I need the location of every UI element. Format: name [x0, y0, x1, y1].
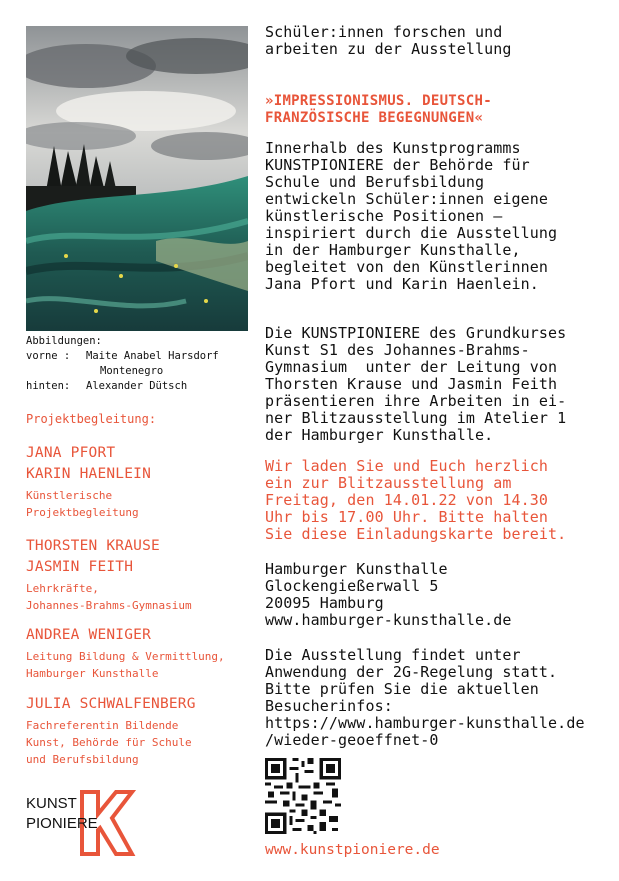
- credit-front-value: [86, 349, 261, 379]
- credit-back-value: Alexander Dütsch: [86, 380, 188, 392]
- person-role: Projektbegleitung: [26, 506, 139, 519]
- person-block: [26, 536, 261, 614]
- notice-line: Die Ausstellung findet unter: [265, 646, 521, 664]
- person-role: Johannes-Brahms-Gymnasium: [26, 599, 192, 612]
- logo-line1: KUNST: [26, 795, 77, 812]
- person-name: JULIA SCHWALFENBERG: [26, 696, 196, 712]
- para-line: Schule und Berufsbildung: [265, 173, 485, 191]
- person-role: und Berufsbildung: [26, 753, 139, 766]
- para-line: KUNSTPIONIERE der Behörde für: [265, 156, 530, 174]
- intro-line: arbeiten zu der Ausstellung: [265, 40, 512, 58]
- para-line: ner Blitzausstellung im Atelier 1: [265, 409, 567, 427]
- para-line: inspiriert durch die Ausstellung: [265, 224, 558, 242]
- credit-back: [26, 379, 261, 394]
- logo-line2: PIONIERE: [26, 815, 98, 832]
- credit-front-key: vorne :: [26, 350, 77, 362]
- para-line: entwickeln Schüler:innen eigene: [265, 190, 549, 208]
- para-line: Jana Pfort und Karin Haenlein.: [265, 275, 539, 293]
- program-paragraph: [265, 140, 610, 293]
- invite-line: Freitag, den 14.01.22 von 14.30: [265, 491, 549, 509]
- notice-line: Bitte prüfen Sie die aktuellen: [265, 680, 539, 698]
- invite-line: Wir laden Sie und Euch herzlich: [265, 457, 549, 475]
- para-line: begleitet von den Künstlerinnen: [265, 258, 549, 276]
- para-line: Die KUNSTPIONIERE des Grundkurses: [265, 324, 567, 342]
- intro-text: [265, 24, 610, 58]
- person-name: THORSTEN KRAUSE: [26, 538, 160, 554]
- credits-heading: Abbildungen:: [26, 335, 102, 347]
- exhibition-heading: [265, 93, 610, 127]
- person-name: JASMIN FEITH: [26, 559, 134, 575]
- person-role: Lehrkräfte,: [26, 582, 99, 595]
- para-line: in der Hamburger Kunsthalle,: [265, 241, 521, 259]
- artwork-painting: [26, 26, 248, 331]
- notice-link[interactable]: https://www.hamburger-kunsthalle.de: [265, 714, 585, 732]
- person-name: ANDREA WENIGER: [26, 627, 152, 643]
- heading-line: FRANZÖSISCHE BEGEGNUNGEN«: [265, 110, 484, 126]
- credit-back-key: hinten:: [26, 380, 71, 392]
- para-line: der Hamburger Kunsthalle.: [265, 426, 494, 444]
- person-role: Kunst, Behörde für Schule: [26, 736, 192, 749]
- address-line: Hamburger Kunsthalle: [265, 560, 448, 578]
- person-role: Hamburger Kunsthalle: [26, 667, 159, 680]
- invitation-paragraph: [265, 458, 610, 543]
- intro-line: Schüler:innen forschen und: [265, 23, 503, 41]
- kunstpioniere-logo: [26, 788, 136, 858]
- credit-front: [26, 349, 261, 379]
- notice-line: Anwendung der 2G-Regelung statt.: [265, 663, 558, 681]
- para-line: Innerhalb des Kunstprogramms: [265, 139, 521, 157]
- website-link[interactable]: www.kunstpioniere.de: [265, 842, 440, 858]
- heading-line: »IMPRESSIONISMUS. DEUTSCH-: [265, 93, 492, 109]
- invite-line: ein zur Blitzausstellung am: [265, 474, 512, 492]
- credit-front-line1: Maite Anabel Harsdorf: [86, 350, 219, 362]
- address-link[interactable]: www.hamburger-kunsthalle.de: [265, 611, 512, 629]
- credit-front-line2: Montenegro: [100, 365, 164, 377]
- exhibition-paragraph: [265, 325, 610, 444]
- project-label: Projektbegleitung:: [26, 412, 157, 426]
- para-line: Kunst S1 des Johannes-Brahms-: [265, 341, 530, 359]
- qr-code-icon[interactable]: [265, 758, 341, 834]
- invite-line: Uhr bis 17.00 Uhr. Bitte halten: [265, 508, 549, 526]
- notice-line: Besucherinfos:: [265, 697, 393, 715]
- address-line: Glockengießerwall 5: [265, 577, 439, 595]
- person-role: Fachreferentin Bildende: [26, 719, 179, 732]
- person-role: Künstlerische: [26, 489, 113, 502]
- person-role: Leitung Bildung & Vermittlung,: [26, 650, 225, 663]
- para-line: Gymnasium unter der Leitung von: [265, 358, 558, 376]
- address-line: 20095 Hamburg: [265, 594, 384, 612]
- person-block: [26, 443, 261, 521]
- notice-link[interactable]: /wieder-geoeffnet-0: [265, 731, 439, 749]
- address-block: [265, 561, 610, 629]
- invite-line: Sie diese Einladungskarte bereit.: [265, 525, 567, 543]
- para-line: künstlerische Positionen –: [265, 207, 503, 225]
- person-block: [26, 694, 261, 768]
- person-block: [26, 625, 261, 682]
- notice-paragraph: [265, 647, 610, 749]
- person-name: JANA PFORT: [26, 445, 116, 461]
- image-credits: [26, 334, 261, 394]
- para-line: präsentieren ihre Arbeiten in ei-: [265, 392, 567, 410]
- person-name: KARIN HAENLEIN: [26, 466, 152, 482]
- para-line: Thorsten Krause und Jasmin Feith: [265, 375, 558, 393]
